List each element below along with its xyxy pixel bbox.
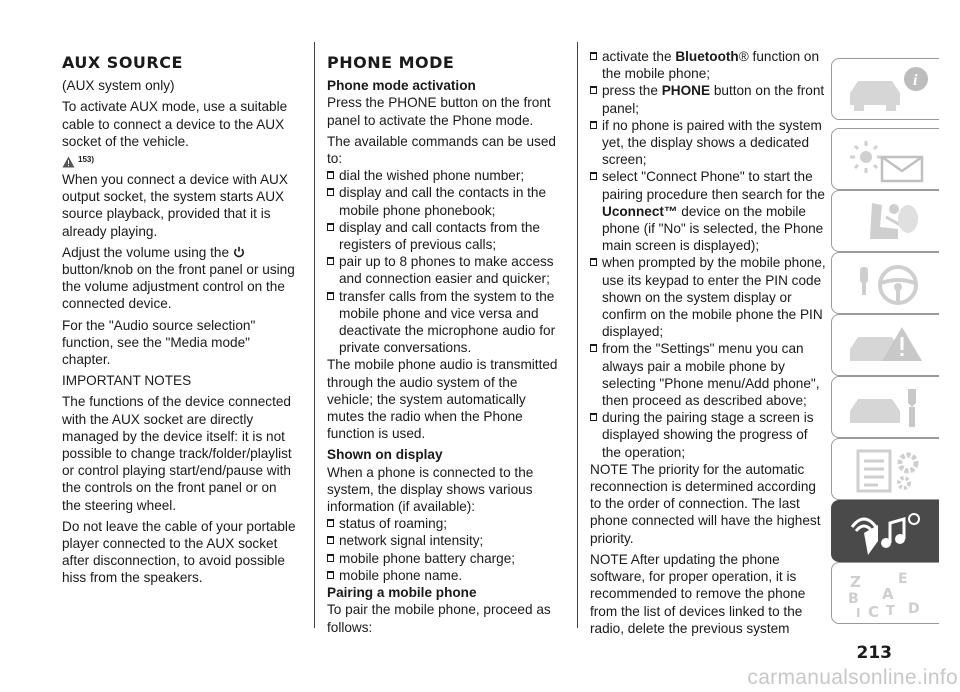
note-paragraph: NOTE The priority for the automatic reconnection is determined according to the order of connection. The last phone connected will have the highest priority. [590,461,821,546]
bullet-box-icon [590,413,597,421]
paragraph-volume [62,244,298,313]
list-item [590,48,826,82]
paragraph: To pair the mobile phone, proceed as follows: [327,602,551,635]
subheading-phone-mode-activation: Phone mode activation [327,78,476,94]
list-item [327,167,563,184]
text: ® function on the mobile phone; [602,49,820,82]
list-item [590,409,826,461]
list-item-text: mobile phone name. [339,567,463,583]
car-warning-icon [842,321,932,371]
bullet-box-icon [327,571,334,579]
subheading-shown-on-display: Shown on display [327,447,443,463]
list-item [327,550,563,567]
bullet-box-icon [590,121,597,129]
column-pairing-steps [590,48,826,641]
list-gear-icon [842,445,932,495]
tab-multimedia[interactable] [831,500,939,562]
list-item [327,288,563,357]
list-item [590,340,826,409]
list-item-text: display and call contacts from the registers of previous calls; [339,219,540,253]
list-item-text: status of roaming; [339,516,448,532]
text: press the [602,83,662,99]
list-item [327,219,563,253]
paragraph: When you connect a device with AUX output socket, the system starts AUX source playback, provided that it is already playing. [62,172,288,239]
svg-text:I: I [856,606,861,619]
warning-ref-number: 153) [78,154,95,164]
warning-light-mail-icon [842,135,932,185]
paragraph: Press the PHONE button on the front panel to activate the Phone mode. [327,95,551,128]
bullet-box-icon [327,554,334,562]
svg-text:D: D [908,601,920,617]
list-item [590,254,826,340]
note-paragraph: NOTE After updating the phone software, for proper operation, it is recommended to remove the phone from the list of devices linked to the radio, delete the previous system [590,551,806,636]
column-phone-mode [327,48,563,640]
paragraph: When a phone is connected to the system, the display shows various information (if available): [327,464,534,515]
tab-emergency[interactable] [831,314,939,376]
paragraph: The functions of the device connected with the AUX socket are directly managed by the device itself: it is not possible to change track/folder/playlist or control playing start/end/pause with the controls on the front panel or on the steering wheel. [62,394,292,513]
paragraph: IMPORTANT NOTES [62,373,192,389]
text: during the pairing stage a screen is displayed showing the progress of the operation; [602,410,814,460]
column-divider [577,42,578,628]
text: button on the front panel; [602,83,825,116]
tab-technical-data[interactable] [831,438,939,500]
car-wrench-icon [842,383,932,433]
bullet-box-icon [327,188,334,196]
paragraph: (AUX system only) [62,78,175,94]
page-number: 213 [856,643,892,663]
bullet-box-icon [590,172,597,180]
tab-knowing-the-car[interactable] [831,58,939,120]
svg-text:i: i [913,72,918,89]
list-item-text: display and call the contacts in the mobile phone phonebook; [339,185,547,218]
text-bold: Uconnect™ [602,203,678,219]
list-item [327,515,563,532]
text: select "Connect Phone" to start the pairing procedure then search for the [602,169,825,202]
list-item [327,532,563,549]
warning-reference [62,154,298,168]
text-bold: PHONE [661,83,711,99]
list-item-text: mobile phone battery charge; [339,550,516,566]
text: when prompted by the mobile phone, use its keypad to enter the PIN code shown on the system display or confirm on the mobile phone the PIN displayed; [602,255,826,340]
bullet-box-icon [590,344,597,352]
bullet-box-icon [590,52,597,60]
text: button/knob on the front panel or using the volume adjustment control on the connected device. [62,262,295,312]
list-item-text: transfer calls from the system to the mobile phone and vice versa and deactivate the microphone audio for private conversations. [339,288,556,356]
tab-starting-driving[interactable] [831,252,939,314]
svg-text:Z: Z [850,573,861,591]
bullet-box-icon [327,536,334,544]
steering-wheel-icon [842,259,932,309]
column-aux-source [62,48,298,591]
svg-text:B: B [848,591,859,607]
list-item [590,82,826,116]
list-item [327,567,563,584]
text: Adjust the volume using the [62,244,230,260]
bullet-box-icon [327,292,334,300]
list-item [327,184,563,218]
alphabet-index-icon [842,569,932,619]
svg-text:T: T [886,604,895,619]
list-item-text: pair up to 8 phones to make access and connection easier and quicker; [339,254,554,287]
heading-aux-source: AUX SOURCE [62,53,183,72]
text: activate the [602,49,676,64]
tab-warning-lights[interactable] [831,128,939,190]
warning-triangle-icon [62,156,75,168]
car-info-icon [842,65,932,115]
bullet-box-icon [327,257,334,265]
power-knob-icon [233,246,245,258]
bullet-box-icon [327,223,334,231]
bullet-box-icon [590,258,597,266]
svg-text:A: A [882,585,894,603]
svg-text:C: C [868,603,880,619]
column-divider [314,42,315,628]
list-item [327,253,563,287]
heading-phone-mode: PHONE MODE [327,53,455,72]
list-item-text: dial the wished phone number; [339,168,525,184]
subheading-pairing: Pairing a mobile phone [327,585,477,601]
bullet-box-icon [327,171,334,179]
tab-index[interactable] [831,562,939,624]
text: if no phone is paired with the system yet, the display shows a dedicated screen; [602,117,822,168]
paragraph: For the "Audio source selection" function, see the "Media mode" chapter. [62,317,256,368]
text: device on the mobile phone (if "No" is selected, the Phone main screen is displayed); [602,203,824,254]
paragraph: The mobile phone audio is transmitted through the audio system of the vehicle; the system automatically mutes the radio when the Phone function is used. [327,357,558,442]
list-item-text: network signal intensity; [339,533,484,549]
text-bold: Bluetooth [675,49,739,64]
paragraph: Do not leave the cable of your portable player connected to the AUX socket after disconnection, to avoid possible hiss from the speakers. [62,518,296,586]
bullet-box-icon [590,86,597,94]
tab-servicing-care[interactable] [831,376,939,438]
multimedia-music-icon [842,507,932,557]
list-item [590,117,826,169]
list-item [590,168,826,254]
bullet-box-icon [327,519,334,527]
watermark-text: carmanualsonline.info [747,666,958,689]
paragraph: The available commands can be used to: [327,133,556,167]
tab-safety[interactable] [831,190,939,252]
svg-text:E: E [898,571,908,587]
text: from the "Settings" menu you can always pair a mobile phone by selecting "Phone menu/Add phone", then proceed as described above; [602,341,820,409]
seat-airbag-icon [842,197,932,247]
paragraph: To activate AUX mode, use a suitable cable to connect a device to the AUX socket of the vehicle. [62,99,288,149]
